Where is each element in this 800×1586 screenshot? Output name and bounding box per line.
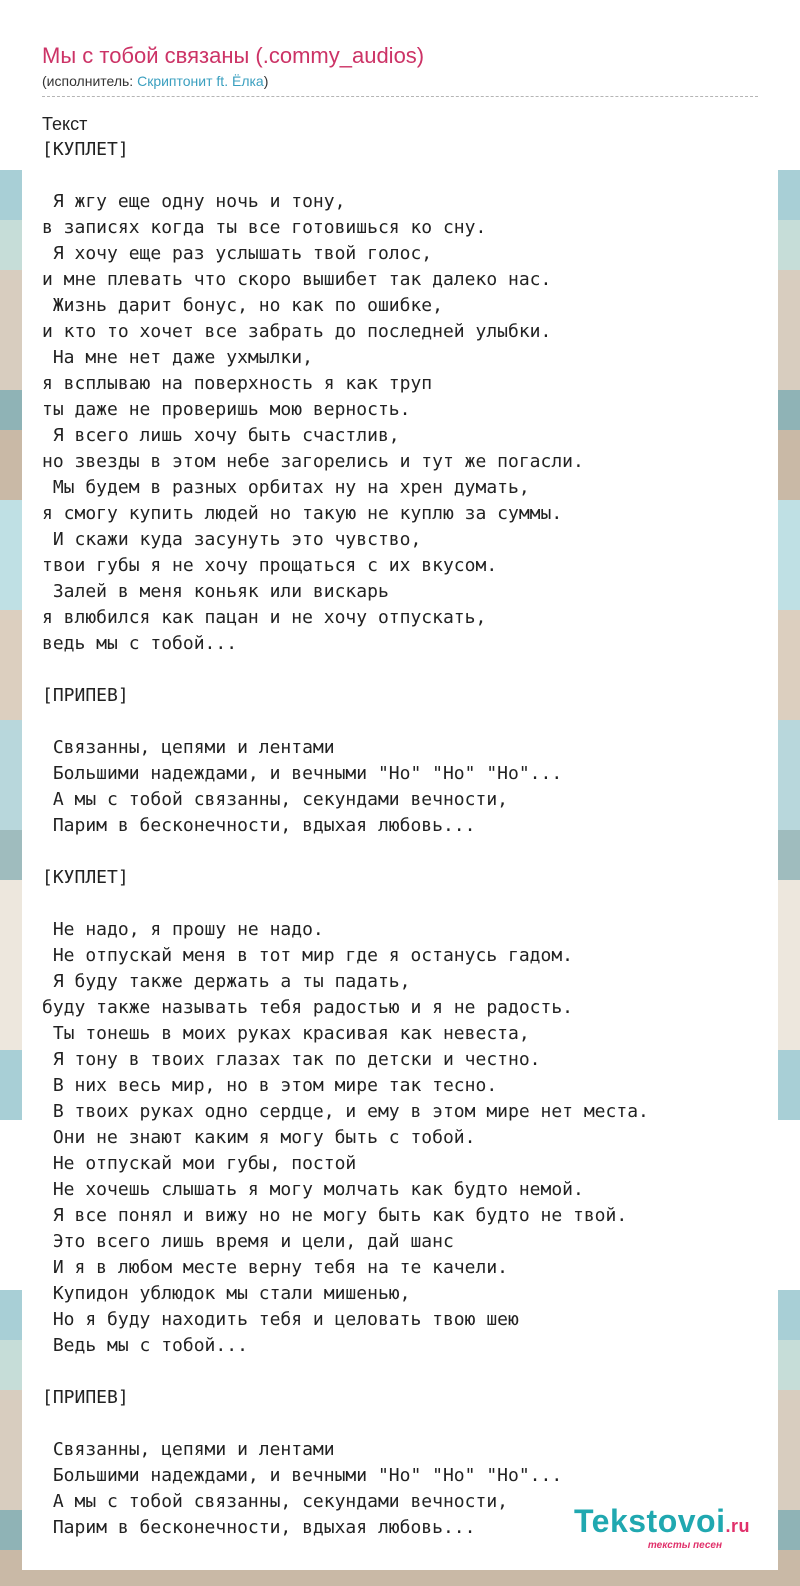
- artist-suffix: ): [263, 73, 269, 89]
- lyrics-heading: Текст: [42, 114, 88, 134]
- logo-name: Tekstovoi: [573, 1503, 726, 1539]
- lyrics-body: [КУПЛЕТ] Я жгу еще одну ночь и тону, в записях когда ты все готовишься ко сну. Я хочу еще раз услышать твой голос, и мне плевать что скоро вышибет так далеко нас. Жизнь дарит бонус, но как по ошибке, и кто то хочет все забрать до последней улыбки. На мне нет даже ухмылки, я всплываю на поверхность я как труп ты даже не проверишь мою верность. Я всего лишь хочу быть счастлив, но звезды в этом небе загорелись и тут же погасли. Мы будем в разных орбитах ну на хрен думать, я смогу купить людей но такую не куплю за суммы. И скажи куда засунуть это чувство, твои губы я не хочу прощаться с их вкусом. Залей в меня коньяк или вискарь я влюбился как пацан и не хочу отпускать, ведь мы с тобой... [ПРИПЕВ] Связанны, цепями и лентами Большими надеждами, и вечными "Но" "Но" "Но"... А мы с тобой связанны, секундами вечности, Парим в бесконечности, вдыхая любовь... [КУПЛЕТ] Не надо, я прошу не надо. Не отпускай меня в тот мир где я останусь гадом. Я буду также держать а ты падать, буду также называть тебя радостью и я не радость. Ты тонешь в моих руках красивая как невеста, Я тону в твоих глазах так по детски и честно. В них весь мир, но в этом мире так тесно. В твоих руках одно сердце, и ему в этом мире нет места. Они не знают каким я могу быть с тобой. Не отпускай мои губы, постой Не хочешь слышать я могу молчать как будто немой. Я все понял и вижу но не могу быть как будто не твой. Это всего лишь время и цели, дай шанс И я в любом месте верну тебя на те качели. Купидон ублюдок мы стали мишенью, Но я буду находить тебя и целовать твою шею Ведь мы с тобой... [ПРИПЕВ] Связанны, цепями и лентами Большими надеждами, и вечными "Но" "Но" "Но"... А мы с тобой связанны, секундами вечности, Парим в бесконечности, вдыхая любовь...: [42, 139, 649, 1538]
- artist-prefix: (исполнитель:: [42, 73, 138, 89]
- logo-wordmark: [574, 1505, 750, 1542]
- title-divider: [42, 96, 758, 97]
- site-logo[interactable]: [574, 1505, 750, 1552]
- artist-line: [42, 72, 758, 90]
- logo-suffix: .ru: [725, 1516, 750, 1536]
- song-title: Мы с тобой связаны (.commy_audios): [42, 43, 425, 68]
- artist-link[interactable]: Скриптонит ft. Ёлка: [137, 73, 264, 89]
- lyrics-card: [22, 22, 778, 1570]
- logo-tagline: тексты песен: [647, 1540, 722, 1551]
